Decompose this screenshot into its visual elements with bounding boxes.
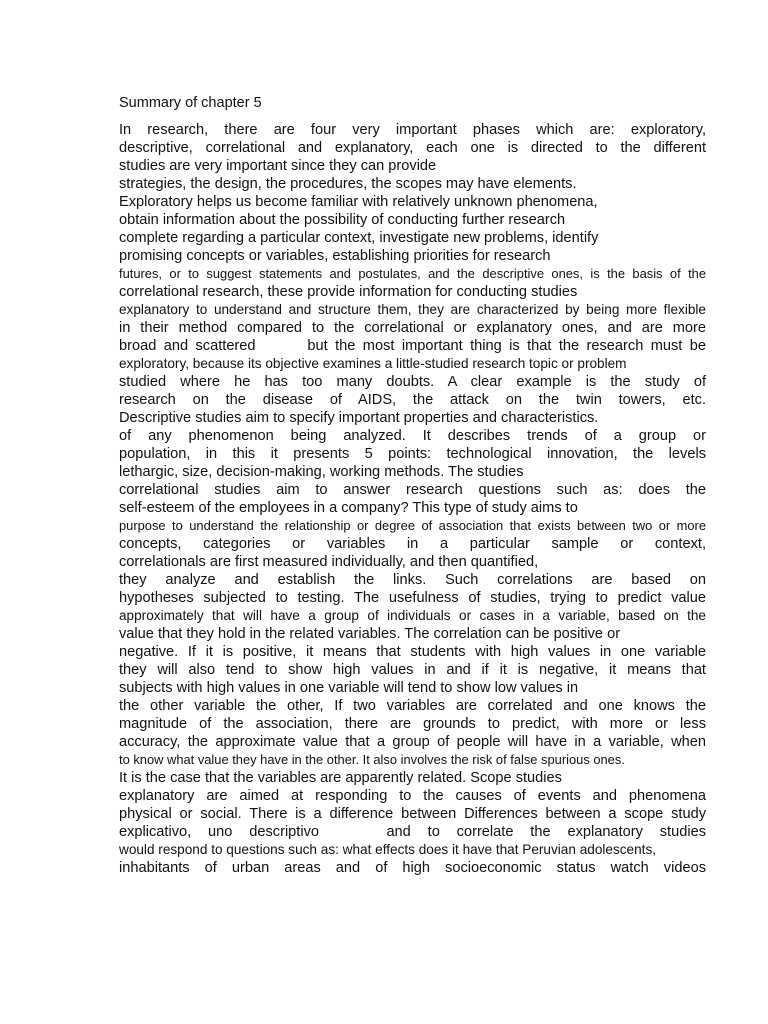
body-line: purpose to understand the relationship or degree of association that exists between two or more [119,518,706,533]
body-line: subjects with high values in one variable will tend to show low values in [119,680,579,696]
body-line: explanatory are aimed at responding to the causes of events and phenomena [119,788,706,804]
body-line: obtain information about the possibility of conducting further research [119,212,566,228]
body-line: population, in this it presents 5 points: technological innovation, the levels [119,446,706,462]
body-line: of any phenomenon being analyzed. It describes trends of a group or [119,428,706,444]
body-line: It is the case that the variables are apparently related. Scope studies [119,770,562,786]
body-line: magnitude of the association, there are grounds to predict, with more or less [119,716,706,732]
body-line: strategies, the design, the procedures, the scopes may have elements. [119,176,577,192]
body-line: research on the disease of AIDS, the attack on the twin towers, etc. [119,392,706,408]
body-line: lethargic, size, decision-making, working methods. The studies [119,464,524,480]
body-line: Descriptive studies aim to specify important properties and characteristics. [119,410,599,426]
body-line: futures, or to suggest statements and postulates, and the descriptive ones, is the basis of the [119,266,706,281]
body-line: accuracy, the approximate value that a group of people will have in a variable, when [119,734,706,750]
body-line: studies are very important since they can provide [119,158,437,174]
body-line: they analyze and establish the links. Such correlations are based on [119,572,706,588]
document-title: Summary of chapter 5 [119,95,262,111]
body-line: inhabitants of urban areas and of high socioeconomic status watch videos [119,860,706,876]
document-body [119,121,706,877]
body-line: concepts, categories or variables in a particular sample or context, [119,536,706,552]
body-line: complete regarding a particular context, investigate new problems, identify [119,230,599,246]
body-line: the other variable the other, If two variables are correlated and one knows the [119,698,706,714]
body-line: in their method compared to the correlational or explanatory ones, and are more [119,320,706,336]
body-line: to know what value they have in the other. It also involves the risk of false spurious ones. [119,752,625,767]
body-line: broad and scattered but the most important thing is that the research must be [119,338,706,354]
body-line: descriptive, correlational and explanatory, each one is directed to the different [119,140,706,156]
body-line: hypotheses subjected to testing. The usefulness of studies, trying to predict value [119,590,706,606]
body-line: explicativo, uno descriptivo and to correlate the explanatory studies [119,824,706,840]
body-line: Exploratory helps us become familiar with relatively unknown phenomena, [119,194,598,210]
body-line: approximately that will have a group of individuals or cases in a variable, based on the [119,608,706,623]
body-line: correlational studies aim to answer research questions such as: does the [119,482,706,498]
body-line: value that they hold in the related variables. The correlation can be positive or [119,626,621,642]
body-line: studied where he has too many doubts. A clear example is the study of [119,374,706,390]
body-line: In research, there are four very important phases which are: exploratory, [119,122,706,138]
body-line: correlational research, these provide information for conducting studies [119,284,578,300]
body-line: they will also tend to show high values in and if it is negative, it means that [119,662,706,678]
body-line: would respond to questions such as: what effects does it have that Peruvian adolescents, [119,842,657,857]
body-line: self-esteem of the employees in a company? This type of study aims to [119,500,578,516]
body-line: promising concepts or variables, establishing priorities for research [119,248,551,264]
body-line: explanatory to understand and structure them, they are characterized by being more flexible [119,302,706,317]
body-line: exploratory, because its objective examines a little-studied research topic or problem [119,356,627,371]
body-line: physical or social. There is a difference between Differences between a scope study [119,806,706,822]
body-line: correlationals are first measured individually, and then quantified, [119,554,539,570]
body-line: negative. If it is positive, it means that students with high values in one variable [119,644,706,660]
